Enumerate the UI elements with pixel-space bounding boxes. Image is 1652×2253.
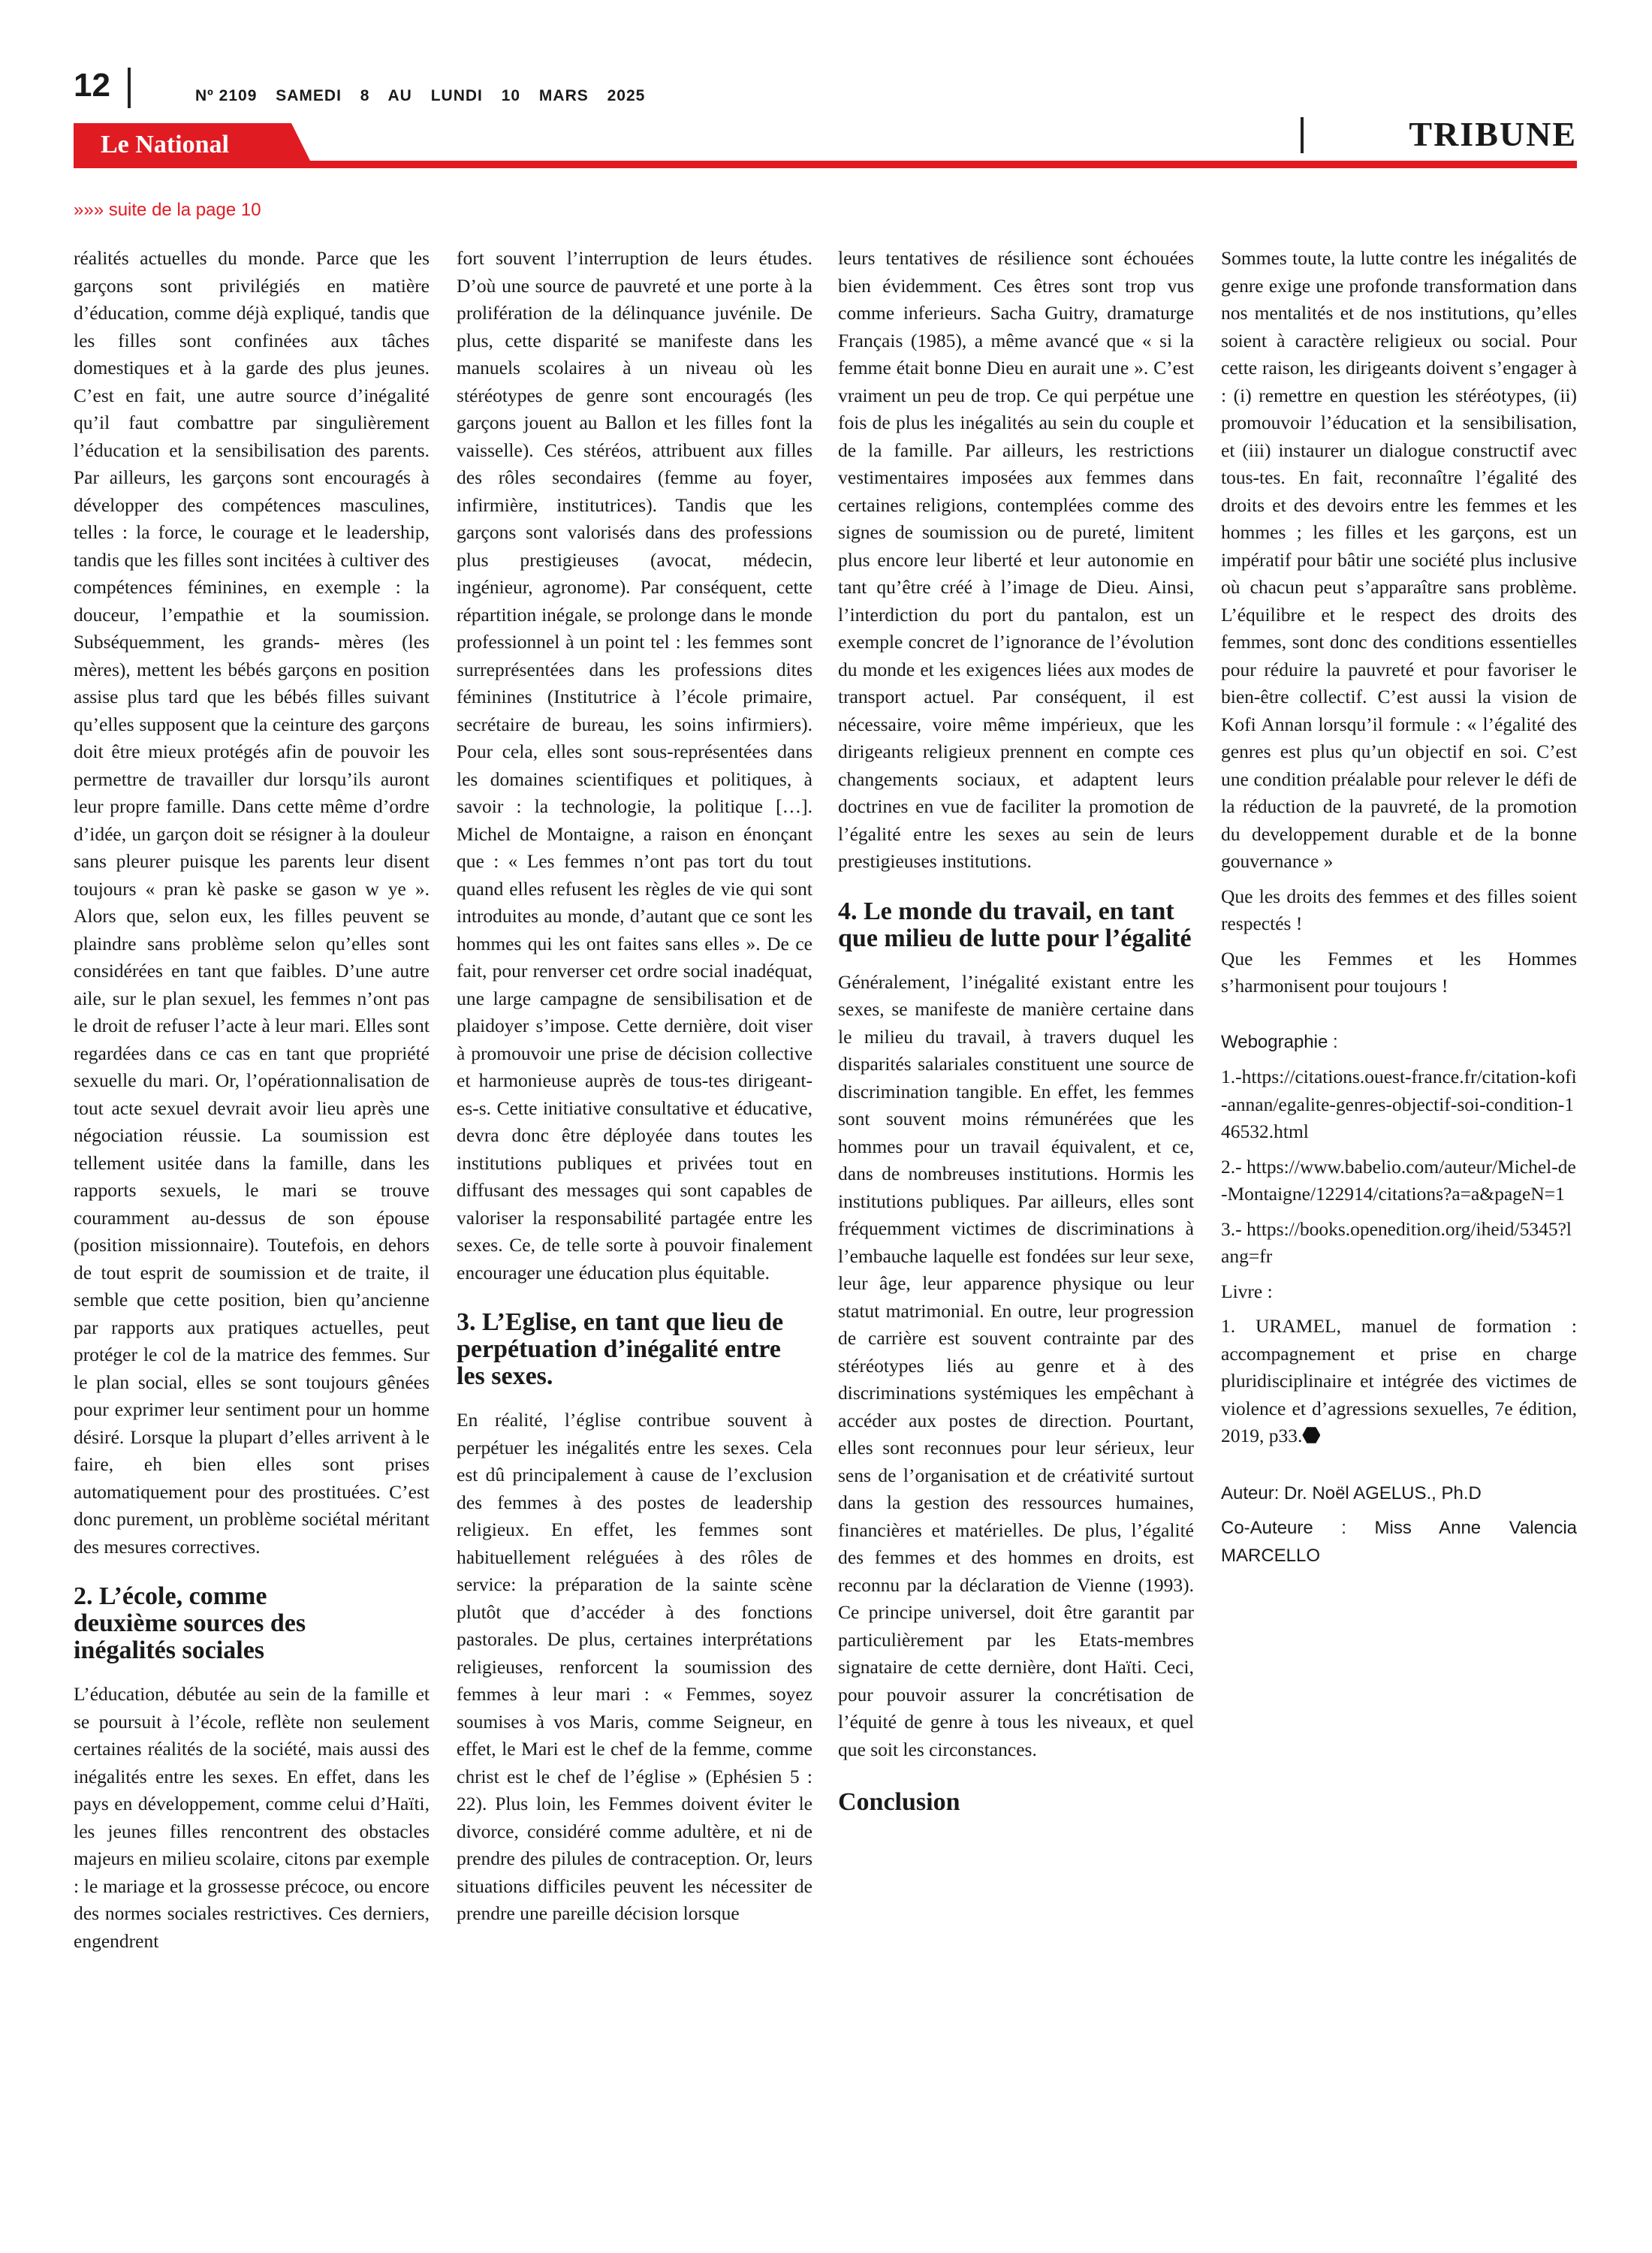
- section-divider: [1301, 117, 1304, 153]
- book-reference: [1221, 1313, 1577, 1450]
- paragraph: leurs tentatives de résilience sont échouées bien évidemment. Ces êtres sont trop vus comme inferieurs. Sacha Guitry, dramaturge Français (1985), a même avancé que « si la femme était bonne Dieu en aurait une ». C’est vraiment un peu de trop. Ce qui perpétue une fois de plus les inégalités au sein du couple et de la famille. Par ailleurs, les restrictions vestimentaires imposées aux femmes dans certaines religions, contemplées comme des signes de soumission ou de pureté, limitent plus encore leur liberté et leur autonomie en tant qu’être créé à l’image de Dieu. Ainsi, l’interdiction du port du pantalon, est un exemple concret de l’ignorance de l’évolution du monde et les exigences liées aux modes de transport actuel. Par conséquent, il est nécessaire, voire même impérieux, que les dirigeants religieux prennent en compte ces changements sociaux, et adaptent leurs doctrines en vue de faciliter la promotion de l’égalité entre les sexes au sein de leurs prestigieuses institutions.: [838, 247, 1194, 872]
- conclusion-heading: Conclusion: [838, 1788, 960, 1816]
- paragraph: Sommes toute, la lutte contre les inégalités de genre exige une profonde transformation dans nos mentalités et de nos institutions, qu’elles soient à caractère religieux ou social. Pour cette raison, les dirigeants doivent s’engager à : (i) remettre en question les stéréotypes, (ii) promouvoir l’éducation et la sensibilisation, et (iii) instaurer un dialogue constructif avec tous-tes. En fait, reconnaître l’égalité des droits et des devoirs entre les femmes et les hommes ; les filles et les garçons, est un impératif pour bâtir une société plus inclusive où chacun peut s’apparaître sans problème. L’équilibre et le respect des droits des femmes, sont donc des conditions essentielles pour réduire la pauvreté et pour favoriser le bien-être collectif. C’est aussi la vision de Kofi Annan lorsqu’il formule : « l’égalité des genres est plus qu’un objectif en soi. C’est une condition préalable pour relever le défi de la réduction de la pauvreté, de la promotion du developpement durable et de la bonne gouvernance »: [1221, 247, 1577, 872]
- end-of-article-icon: [1302, 1426, 1320, 1444]
- heading-line: deuxième sources des: [74, 1609, 306, 1637]
- coauthor-credit: Co-Auteure : Miss Anne Valencia MARCELLO: [1221, 1518, 1577, 1566]
- section-heading-4: 4. Le monde du travail, en tant que milieu de lutte pour l’égalité: [838, 897, 1192, 952]
- heading-line: inégalités sociales: [74, 1636, 265, 1664]
- book-label: Livre :: [1221, 1280, 1273, 1302]
- date-word: MARS: [538, 87, 589, 104]
- article-column-4: [1221, 245, 1577, 1577]
- issue-number: Nº 2109: [195, 87, 258, 104]
- continued-from-note: »»» suite de la page 10: [74, 200, 261, 220]
- paragraph: En réalité, l’église contribue souvent à perpétuer les inégalités entre les sexes. Cela est dû principalement à cause de l’exclusion des femmes à des postes de leadership religieux. En effet, les femmes sont habituellement reléguées à des rôles de service: la préparation de la sainte scène plutôt que d’accéder à des fonctions pastorales. De plus, certaines interprétations religieuses, renforcent la soumission des femmes à leur mari : « Femmes, soyez soumises à vos Maris, comme Seigneur, en effet, le Mari est le chef de la femme, comme christ est le chef de l’église » (Ephésien 5 : 22). Plus loin, les Femmes doivent éviter le divorce, considéré comme adultère, et ni de prendre des pilules de contraception. Or, leurs situations difficiles peuvent les nécessiter de prendre une pareille décision lorsque: [457, 1409, 812, 1924]
- paragraph: réalités actuelles du monde. Parce que les garçons sont privilégiés en matière d’éducation, comme déjà expliqué, tandis que les filles sont confinées aux tâches domestiques et à la garde des plus jeunes. C’est en fait, une autre source d’inégalité qu’il faut combattre par singulièrement l’éducation et la sensibilisation des parents. Par ailleurs, les garçons sont encouragés à développer des compétences masculines, telles : la force, le courage et le leadership, tandis que les filles sont incitées à cultiver des compétences féminines, en exemple : la douceur, l’empathie et la soumission. Subséquemment, les grands- mères (les mères), mettent les bébés garçons en position assise plus tard que les bébés filles suivant qu’elles supposent que la ceinture des garçons doit être mieux protégés afin de pouvoir les permettre de travailler dur lorsqu’ils auront leur propre famille. Dans cette même d’ordre d’idée, un garçon doit se résigner à la douleur sans pleurer puisque les parents leur disent toujours « pran kè paske se gason w ye ». Alors que, selon eux, les filles peuvent se plaindre sans problème selon qu’elles sont considérées en tant que faibles. D’une autre aile, sur le plan sexuel, les femmes n’ont pas le droit de refuser l’acte à leur mari. Elles sont regardées dans ce cas en tant que propriété sexuelle du mari. Or, l’opérationnalisation de tout acte sexuel devrait avoir lieu après une négociation réussie. La soumission est tellement usitée dans la famille, dans les rapports sexuels, le mari se trouve couramment au-dessus de son épouse (position missionnaire). Toutefois, en dehors de tout esprit de soumission et de traite, il semble que cette position, bien qu’ancienne par rapports aux pratiques actuelles, peut protéger le col de la matrice des femmes. Sur le plan social, elles se sont toujours gênées pour exprimer leur sentiment pour un homme désiré. Lorsque la plupart d’elles arrivent à le faire, eh bien elles sont prises automatiquement pour des prostituées. C’est donc purement, un problème sociétal méritant des mesures correctives.: [74, 247, 430, 1558]
- article-column-2: [457, 245, 812, 1935]
- webography-label: Webographie :: [1221, 1031, 1338, 1052]
- date-word: LUNDI: [430, 87, 483, 104]
- article-column-3: [838, 245, 1194, 1832]
- masthead-bar: [74, 123, 1577, 168]
- issue-dateline: [195, 87, 659, 105]
- header-divider: [128, 68, 131, 108]
- reference-link[interactable]: 3.- https://books.openedition.org/iheid/5345?lang=fr: [1221, 1217, 1572, 1267]
- reference-link[interactable]: 1.-https://citations.ouest-france.fr/citation-kofi-annan/egalite-genres-objectif-soi-condition-146532.html: [1221, 1066, 1577, 1142]
- date-word: 8: [360, 87, 370, 104]
- date-word: 2025: [607, 87, 646, 104]
- article-column-1: [74, 245, 430, 1962]
- date-word: 10: [501, 87, 521, 104]
- author-credit: Auteur: Dr. Noël AGELUS., Ph.D: [1221, 1482, 1482, 1504]
- book-text: 1. URAMEL, manuel de formation : accompagnement et prise en charge pluridisciplinaire et intégrée des victimes de violence et d’agressions sexuelles, 7e édition, 2019, p33.: [1221, 1315, 1577, 1446]
- paragraph: Que les droits des femmes et des filles soient respectés !: [1221, 885, 1577, 934]
- date-word: SAMEDI: [276, 87, 342, 104]
- paragraph: L’éducation, débutée au sein de la famille et se poursuit à l’école, reflète non seulement certaines réalités de la société, mais aussi des inégalités entre les sexes. En effet, dans les pays en développement, comme celui d’Haïti, les jeunes filles rencontrent des obstacles majeurs en milieu scolaire, citons par exemple : le mariage et la grossesse précoce, ou encore des normes sociales restrictives. Ces derniers, engendrent: [74, 1683, 430, 1952]
- newspaper-logo: Le National: [101, 131, 229, 158]
- reference-link[interactable]: 2.- https://www.babelio.com/auteur/Michel-de-Montaigne/122914/citations?a=a&pageN=1: [1221, 1155, 1576, 1205]
- paragraph: fort souvent l’interruption de leurs études. D’où une source de pauvreté et une porte à la prolifération de la délinquance juvénile. De plus, cette disparité se manifeste dans les manuels scolaires à un niveau où les stéréotypes de genre sont encouragés (les garçons jouent au Ballon et les filles font la vaisselle). Ces stéréos, attribuent aux filles des rôles secondaires (femme au foyer, infirmière, institutrices). Tandis que les garçons sont valorisés dans des professions plus prestigieuses (avocat, médecin, ingénieur, agronome). Par conséquent, cette répartition inégale, se prolonge dans le monde professionnel à un point tel : les femmes sont surreprésentées dans les professions dites féminines (Institutrice à l’école primaire, secrétaire de bureau, les soins infirmiers). Pour cela, elles sont sous-représentées dans les domaines scientifiques et politiques, à savoir : la technologie, la politique […]. Michel de Montaigne, a raison en énonçant que : « Les femmes n’ont pas tort du tout quand elles refusent les règles de vie qui sont introduites au monde, d’autant que ce sont les hommes qui les ont faites sans elles ». De ce fait, pour renverser cet ordre social inadéquat, une large campagne de sensibilisation et de plaidoyer s’impose. Cette dernière, doit viser à promouvoir une prise de décision collective et harmonieuse auprès de tous-tes dirigeant-es-s. Cette initiative consultative et éducative, devra donc être déployée dans toutes les institutions publiques et privées tout en diffusant des messages qui sont capables de valoriser la responsabilité partagée entre les sexes. Ce, de telle sorte à pouvoir finalement encourager une éducation plus équitable.: [457, 247, 812, 1283]
- section-title: TRIBUNE: [1409, 115, 1577, 153]
- date-word: AU: [387, 87, 412, 104]
- heading-line: 2. L’école, comme: [74, 1582, 267, 1610]
- page-number: 12: [74, 67, 110, 104]
- section-heading-3: 3. L’Eglise, en tant que lieu de perpétuation d’inégalité entre les sexes.: [457, 1308, 784, 1390]
- paragraph: Généralement, l’inégalité existant entre les sexes, se manifeste de manière certaine dans le milieu du travail, à travers duquel les disparités salariales constituent une source de discrimination tangible. En effet, les femmes sont souvent moins rémunérées que les hommes pour un travail équivalent, et ce, dans de nombreuses institutions. Hormis les institutions publiques. Par ailleurs, elles sont fréquemment victimes de discriminations à l’embauche laquelle est fondées sur leur sexe, leur âge, leur apparence physique ou leur statut matrimonial. En outre, leur progression de carrière est souvent contrainte par des stéréotypes liés au genre et à des discriminations systémiques les empêchant à accéder aux postes de direction. Pourtant, elles sont reconnues pour leur sérieux, leur sens de l’organisation et de créativité surtout dans la gestion des ressources humaines, financières et matérielles. De plus, l’égalité des femmes et des hommes en droits, est reconnu par la déclaration de Vienne (1993). Ce principe universel, doit être garantit par particulièrement par les Etats-membres signataire de cette dernière, dont Haïti. Ceci, pour pouvoir assurer la concrétisation de l’équité de genre à tous les niveaux, et quel que soit les circonstances.: [838, 970, 1194, 1760]
- section-heading-2: [74, 1583, 430, 1664]
- paragraph: Que les Femmes et les Hommes s’harmonisent pour toujours !: [1221, 947, 1577, 997]
